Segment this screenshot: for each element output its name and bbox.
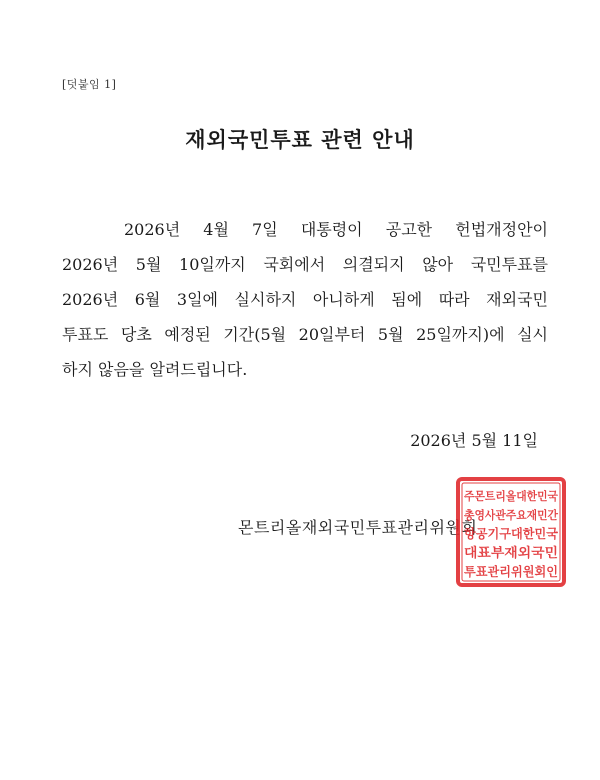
official-seal-stamp — [455, 476, 567, 588]
seal-text-line: 투표관리위원회인 — [463, 564, 558, 579]
signer-name: 몬트리올재외국민투표관리위원회 — [238, 518, 478, 537]
seal-text-line: 총영사관주요재민간 — [463, 508, 559, 522]
body-line: 2026년 5월 10일까지 국회에서 의결되지 않아 국민투표를 — [62, 255, 548, 274]
document-title: 재외국민투표 관련 안내 — [185, 127, 415, 152]
seal-text-line: 대표부재외국민 — [464, 546, 552, 561]
body-line: 하지 않음을 알려드립니다. — [62, 360, 248, 379]
seal-text-line: 주몬트리올대한민국 — [463, 489, 559, 503]
body-line: 투표도 당초 예정된 기간(5월 20일부터 5월 25일까지)에 실시 — [62, 325, 548, 344]
body-line: 2026년 4월 7일 대통령이 공고한 헌법개정안이 — [124, 220, 548, 239]
body-line: 2026년 6월 3일에 실시하지 아니하게 됨에 따라 재외국민 — [62, 290, 548, 309]
document-date: 2026년 5월 11일 — [410, 431, 538, 450]
attachment-label: [덧붙임 1] — [62, 78, 117, 91]
seal-text-line: 항공기구대한민국 — [463, 526, 559, 541]
body-paragraph — [62, 212, 548, 387]
